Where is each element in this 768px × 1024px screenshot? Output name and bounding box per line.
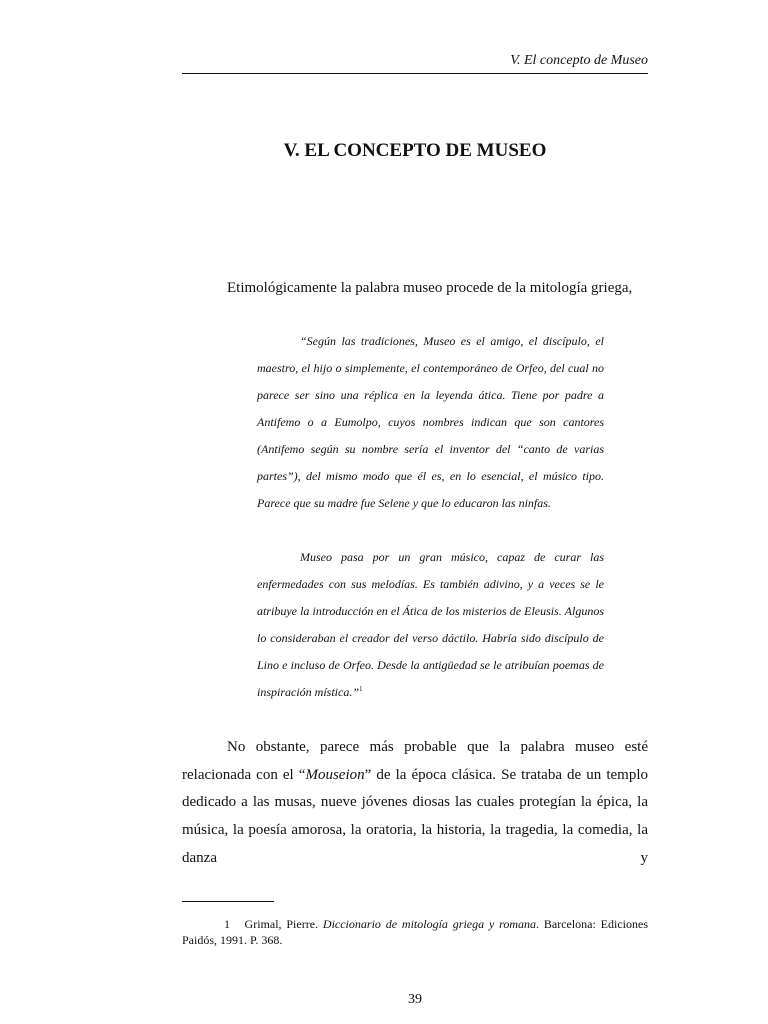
running-header: V. El concepto de Museo bbox=[510, 53, 648, 68]
block-quote-paragraph-2 bbox=[257, 544, 604, 706]
footnote-author: Grimal, Pierre. bbox=[244, 917, 319, 931]
footnote bbox=[182, 916, 648, 948]
body-paragraph bbox=[182, 734, 648, 873]
body-text-part-2: ” de la época clásica. Se trataba de un templo dedicado a las musas, nueve jóvenes diosas las cuales protegían la épica, la música, la poesía amorosa, la oratoria, la historia, la tragedia, la comedia, la danza y bbox=[182, 766, 648, 866]
footnote-rule bbox=[182, 901, 274, 902]
footnote-number: 1 bbox=[224, 917, 230, 931]
quote-text-2: Museo pasa por un gran músico, capaz de curar las enfermedades con sus melodías. Es también adivino, y a veces se le atribuye la introducción en el Ática de los misterios de Eleusis. Algunos lo consideraban el creador del verso dáctilo. Habría sido discípulo de Lino e incluso de Orfeo. Desde la antigüedad se le atribuían poemas de inspiración mística.” bbox=[257, 550, 604, 699]
intro-paragraph: Etimológicamente la palabra museo procede de la mitología griega, bbox=[227, 280, 633, 296]
mouseion-term: Mouseion bbox=[305, 766, 365, 783]
footnote-reference[interactable]: 1 bbox=[359, 685, 363, 693]
body-text-part-1: No obstante, parece más probable que la palabra museo esté relacionada con el “ bbox=[182, 739, 648, 783]
block-quote-paragraph-1 bbox=[257, 328, 604, 517]
footnote-publication: . Barcelona: Ediciones Paidós, 1991. P. 368. bbox=[182, 917, 649, 947]
header-rule bbox=[182, 73, 648, 74]
chapter-title: V. EL CONCEPTO DE MUSEO bbox=[283, 140, 547, 161]
footnote-work-title: Diccionario de mitología griega y romana bbox=[322, 917, 537, 931]
page-number: 39 bbox=[408, 992, 422, 1007]
quote-text-1: “Según las tradiciones, Museo es el amigo, el discípulo, el maestro, el hijo o simplemente, el contemporáneo de Orfeo, del cual no parece ser sino una réplica en la leyenda ática. Tiene por padre a Antifemo o a Eumolpo, cuyos nombres indican que son cantores (Antifemo según su nombre sería el inventor del “canto de varias partes”), del mismo modo que él es, en lo esencial, el músico tipo. Parece que su madre fue Selene y que lo educaron las ninfas. bbox=[257, 334, 604, 510]
